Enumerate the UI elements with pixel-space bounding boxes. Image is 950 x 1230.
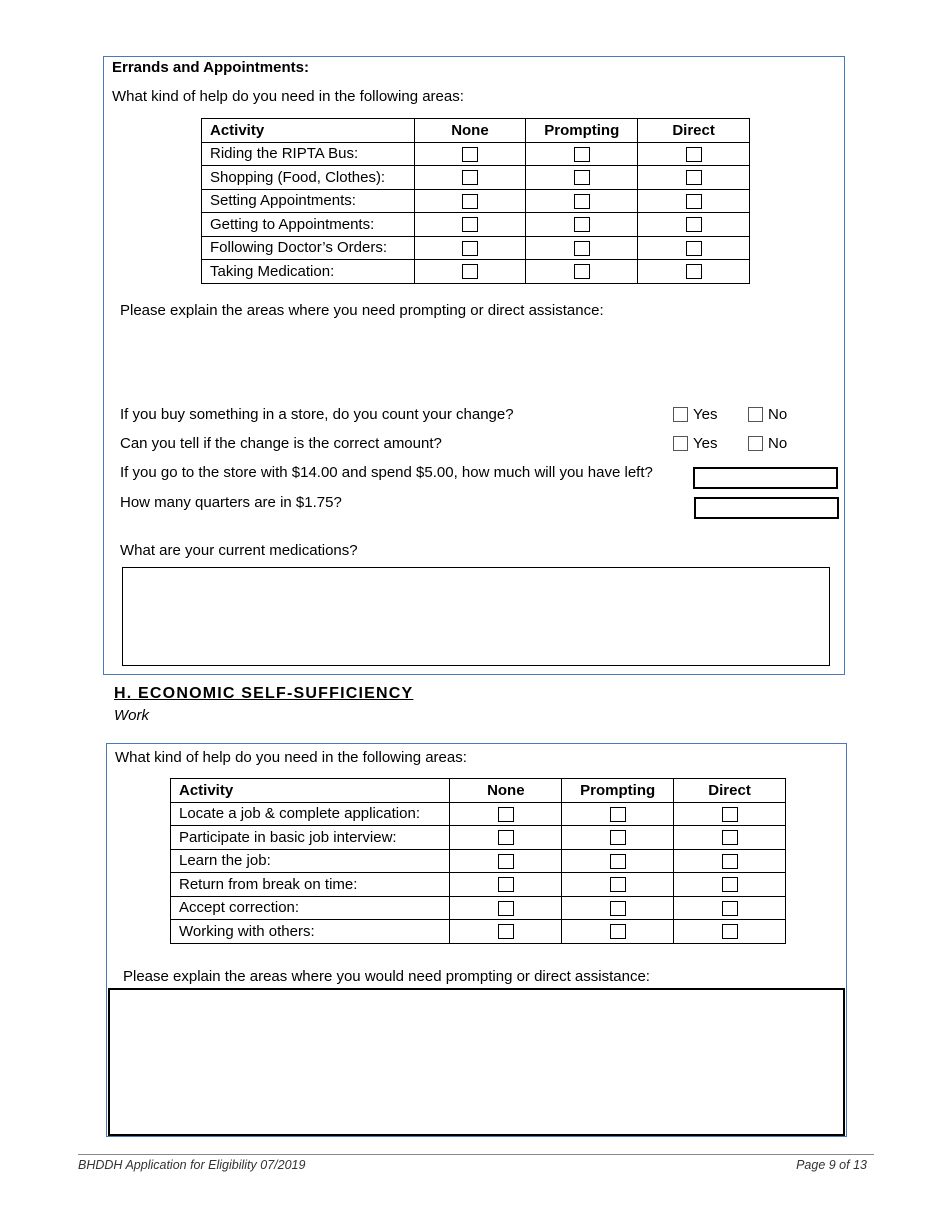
col-prompting: Prompting <box>562 779 674 803</box>
prompting-checkbox[interactable] <box>610 854 626 869</box>
none-checkbox[interactable] <box>462 170 478 185</box>
none-checkbox[interactable] <box>498 901 514 916</box>
direct-checkbox[interactable] <box>722 807 738 822</box>
direct-checkbox[interactable] <box>722 924 738 939</box>
no-checkbox[interactable] <box>748 407 763 422</box>
col-none: None <box>450 779 562 803</box>
prompting-checkbox[interactable] <box>574 147 590 162</box>
correct-change-no[interactable]: No <box>748 435 787 452</box>
table-row <box>202 260 750 284</box>
table-row <box>171 802 786 826</box>
activity-label: Shopping (Food, Clothes): <box>202 166 415 190</box>
none-checkbox[interactable] <box>462 194 478 209</box>
none-checkbox[interactable] <box>462 241 478 256</box>
prompting-checkbox[interactable] <box>574 264 590 279</box>
direct-checkbox[interactable] <box>686 241 702 256</box>
errands-explain-label: Please explain the areas where you need prompting or direct assistance: <box>120 302 604 319</box>
col-activity: Activity <box>202 119 415 143</box>
activity-label: Getting to Appointments: <box>202 213 415 237</box>
activity-label: Participate in basic job interview: <box>171 826 450 850</box>
footer-document-title: BHDDH Application for Eligibility 07/2019 <box>78 1158 306 1172</box>
activity-label: Riding the RIPTA Bus: <box>202 142 415 166</box>
prompting-checkbox[interactable] <box>610 901 626 916</box>
col-direct: Direct <box>638 119 750 143</box>
question-correct-change: Can you tell if the change is the correct amount? <box>120 435 442 452</box>
table-row <box>202 213 750 237</box>
activity-label: Following Doctor’s Orders: <box>202 236 415 260</box>
activity-label: Taking Medication: <box>202 260 415 284</box>
errands-explain-area[interactable] <box>112 325 832 395</box>
table-row <box>202 166 750 190</box>
none-checkbox[interactable] <box>462 147 478 162</box>
none-checkbox[interactable] <box>498 830 514 845</box>
direct-checkbox[interactable] <box>722 901 738 916</box>
question-quarters: How many quarters are in $1.75? <box>120 494 342 511</box>
table-row <box>202 142 750 166</box>
prompting-checkbox[interactable] <box>574 241 590 256</box>
prompting-checkbox[interactable] <box>574 194 590 209</box>
activity-label: Return from break on time: <box>171 873 450 897</box>
count-change-yes[interactable]: Yes <box>673 406 717 423</box>
direct-checkbox[interactable] <box>686 147 702 162</box>
store-math-answer-field[interactable] <box>693 467 838 489</box>
direct-checkbox[interactable] <box>686 194 702 209</box>
none-checkbox[interactable] <box>462 264 478 279</box>
table-row <box>171 849 786 873</box>
direct-checkbox[interactable] <box>686 170 702 185</box>
none-checkbox[interactable] <box>462 217 478 232</box>
activity-label: Locate a job & complete application: <box>171 802 450 826</box>
yes-checkbox[interactable] <box>673 407 688 422</box>
direct-checkbox[interactable] <box>686 264 702 279</box>
errands-activity-table <box>201 118 750 284</box>
none-checkbox[interactable] <box>498 854 514 869</box>
none-checkbox[interactable] <box>498 877 514 892</box>
medications-text-area[interactable] <box>122 567 830 666</box>
yes-checkbox[interactable] <box>673 436 688 451</box>
question-count-change: If you buy something in a store, do you count your change? <box>120 406 514 423</box>
direct-checkbox[interactable] <box>722 877 738 892</box>
errands-prompt: What kind of help do you need in the following areas: <box>112 88 464 105</box>
prompting-checkbox[interactable] <box>610 807 626 822</box>
table-header-row <box>202 119 750 143</box>
question-store-math: If you go to the store with $14.00 and spend $5.00, how much will you have left? <box>120 464 653 481</box>
direct-checkbox[interactable] <box>722 830 738 845</box>
economic-prompt: What kind of help do you need in the following areas: <box>115 749 467 766</box>
no-checkbox[interactable] <box>748 436 763 451</box>
table-header-row <box>171 779 786 803</box>
section-subheading: Work <box>114 707 149 724</box>
prompting-checkbox[interactable] <box>610 924 626 939</box>
col-activity: Activity <box>171 779 450 803</box>
none-checkbox[interactable] <box>498 924 514 939</box>
col-direct: Direct <box>674 779 786 803</box>
table-row <box>202 236 750 260</box>
activity-label: Learn the job: <box>171 849 450 873</box>
col-prompting: Prompting <box>526 119 638 143</box>
table-row <box>202 189 750 213</box>
prompting-checkbox[interactable] <box>574 217 590 232</box>
quarters-answer-field[interactable] <box>694 497 839 519</box>
table-row <box>171 920 786 944</box>
none-checkbox[interactable] <box>498 807 514 822</box>
direct-checkbox[interactable] <box>686 217 702 232</box>
work-activity-table <box>170 778 786 944</box>
activity-label: Accept correction: <box>171 896 450 920</box>
table-row <box>171 826 786 850</box>
economic-explain-label: Please explain the areas where you would need prompting or direct assistance: <box>123 968 650 985</box>
prompting-checkbox[interactable] <box>610 877 626 892</box>
col-none: None <box>414 119 526 143</box>
errands-title: Errands and Appointments: <box>112 59 309 76</box>
footer-page-number: Page 9 of 13 <box>796 1158 867 1172</box>
activity-label: Working with others: <box>171 920 450 944</box>
count-change-no[interactable]: No <box>748 406 787 423</box>
direct-checkbox[interactable] <box>722 854 738 869</box>
prompting-checkbox[interactable] <box>610 830 626 845</box>
correct-change-yes[interactable]: Yes <box>673 435 717 452</box>
section-heading: H. ECONOMIC SELF-SUFFICIENCY <box>114 685 414 702</box>
question-medications: What are your current medications? <box>120 542 358 559</box>
table-row <box>171 896 786 920</box>
economic-explain-text-area[interactable] <box>108 988 845 1136</box>
activity-label: Setting Appointments: <box>202 189 415 213</box>
prompting-checkbox[interactable] <box>574 170 590 185</box>
table-row <box>171 873 786 897</box>
footer-divider <box>78 1154 874 1155</box>
